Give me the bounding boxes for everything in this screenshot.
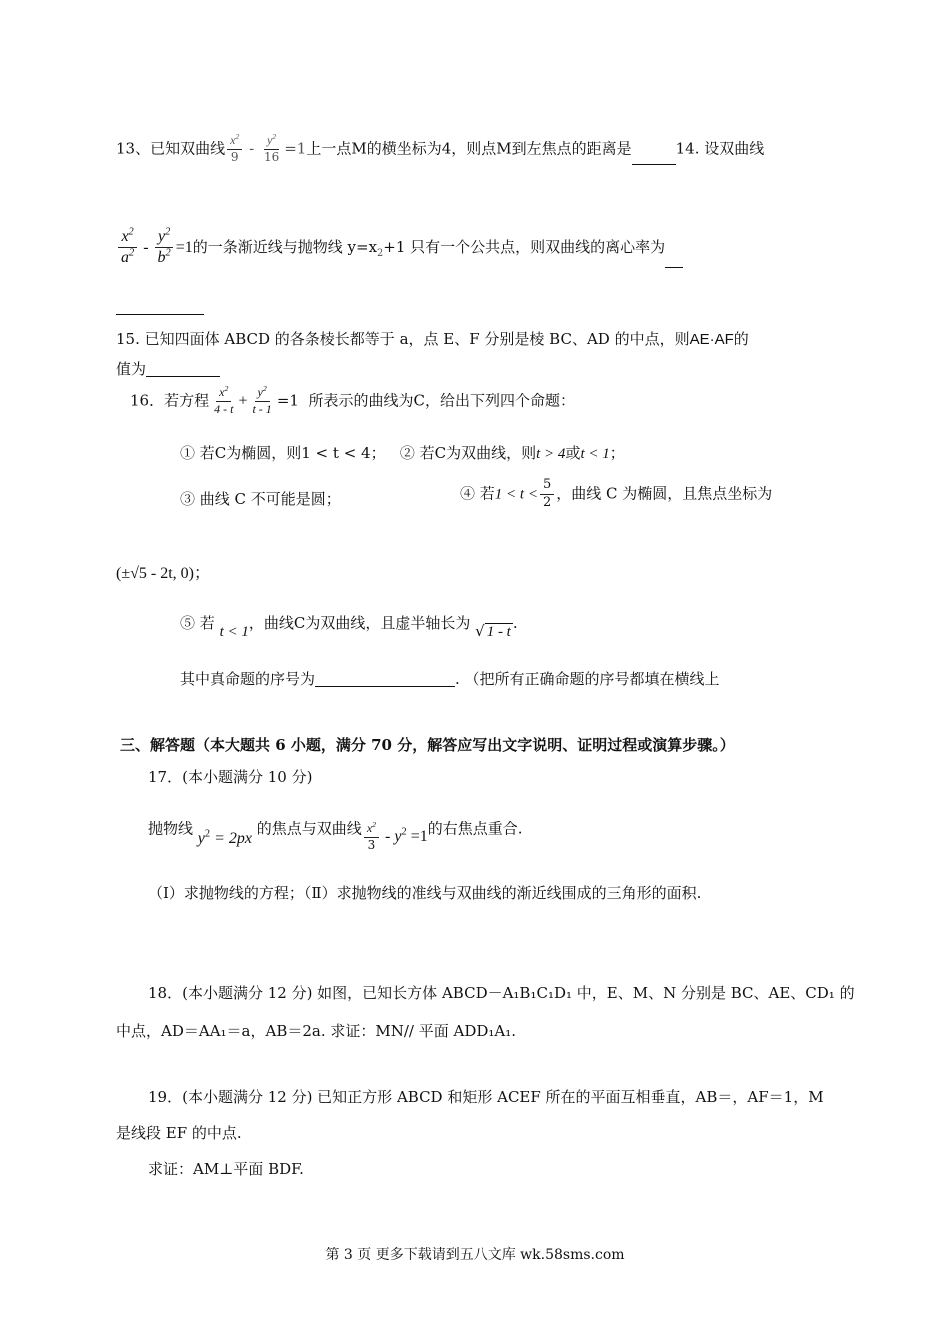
q14-answer-blank-1[interactable] (665, 251, 683, 268)
q14-text: 的一条渐近线与抛物线 y=x (192, 237, 378, 256)
page-footer: 第 3 页 更多下载请到五八文库 wk.58sms.com (325, 1247, 625, 1263)
q16-option4-coord: (±√5 - 2t, 0)； (116, 565, 210, 582)
q13-frac-x: $\frac{x^2}{9}$ (227, 134, 242, 165)
q16-answer-blank[interactable] (315, 670, 455, 687)
q16-option5: ⑤ 若 t < 1，曲线C为双曲线，且虚半轴长为 √ 1 - t . (180, 614, 518, 640)
q16-option1: ① 若C为椭圆，则1 < t < 4； (180, 444, 386, 462)
q15-line1: 15. 已知四面体 ABCD 的各条棱长都等于 a，点 E、F 分别是棱 BC、AD 的中点，则AE·AF的 (116, 330, 749, 348)
q14-line: $\frac{x^2}{a^2}$ - $\frac{y^2}{b^2}$ =1的一条渐近线与抛物线 $y=x_2+1$ 只有一个公共点，则双曲线的离心率为 (116, 228, 683, 268)
q16-option2: ② 若C为双曲线，则t > 4或t < 1； (399, 444, 625, 462)
q17-statement: 抛物线 $y^2 = 2px$ 的焦点与双曲线 $\frac{x^2}{3}$ - $y^2 =1$的右焦点重合. (148, 819, 523, 852)
q15-answer-blank[interactable] (146, 360, 220, 377)
q16-option4: ④ 若1 < t < $\frac{5}{2}$ ，曲线 C 为椭圆，且焦点坐标为 (460, 477, 773, 510)
q13-frac-y: $\frac{y^2}{16}$ (263, 132, 280, 164)
q18-line1: 18．(本小题满分 12 分) 如图，已知长方体 ABCD－A₁B₁C₁D₁ 中，E、M、N 分别是 BC、AE、CD₁ 的 (148, 984, 855, 1002)
q16-frac-2: $\frac{y^2}{t - 1}$ (252, 384, 272, 416)
q14-frac-x: $\frac{x^2}{a^2}$ (118, 228, 137, 268)
q18-line2: 中点，AD＝AA₁＝a，AB＝2a. 求证：MN// 平面 ADD₁A₁. (116, 1022, 516, 1040)
q19-line2: 是线段 EF 的中点. (116, 1124, 242, 1142)
q14-frac-y: $\frac{y^2}{b^2}$ (155, 228, 174, 268)
section3-title: 三、解答题（本大题共 6 小题，满分 70 分，解答应写出文字说明、证明过程或演算步骤。） (120, 736, 735, 754)
q16-line: 16．若方程 $\frac{x^2}{4 - t}$ + $\frac{y^2}{t - 1}$ =1 所表示的曲线为C，给出下列四个命题： (130, 384, 575, 416)
q13-text: 上一点M的横坐标为4，则点M到左焦点的距离是 (306, 139, 632, 158)
q16-option3: ③ 曲线 C 不可能是圆； (180, 490, 341, 508)
q19-line1: 19．(本小题满分 12 分) 已知正方形 ABCD 和矩形 ACEF 所在的平面互相垂直，AB＝，AF＝1，M (148, 1088, 824, 1106)
q16-options-row1 (180, 446, 625, 462)
q16-frac-1: $\frac{x^2}{4 - t}$ (214, 384, 234, 416)
q13-line: 13、已知双曲线 $\frac{x^2}{9}$ - $\frac{y^2}{16}$ =1上一点M的横坐标为4，则点M到左焦点的距离是 14. 设双曲线 (116, 132, 765, 164)
q16-answer-line: 其中真命题的序号为 . （把所有正确命题的序号都填在横线上 (180, 670, 720, 688)
q15-vector: AE·AF (689, 331, 734, 348)
q15-line2: 值为 (116, 360, 220, 377)
q14-answer-blank-2[interactable] (116, 298, 204, 315)
q13-answer-blank[interactable] (632, 148, 676, 165)
q13-prefix: 13、已知双曲线 (116, 139, 226, 158)
q17-parts: （Ⅰ）求抛物线的方程；（Ⅱ）求抛物线的准线与双曲线的渐近线围成的三角形的面积. (148, 884, 702, 902)
q17-header: 17．(本小题满分 10 分) (148, 768, 313, 786)
q14-start: 14. 设双曲线 (675, 139, 765, 158)
q19-line3: 求证：AM⊥平面 BDF. (148, 1160, 304, 1178)
